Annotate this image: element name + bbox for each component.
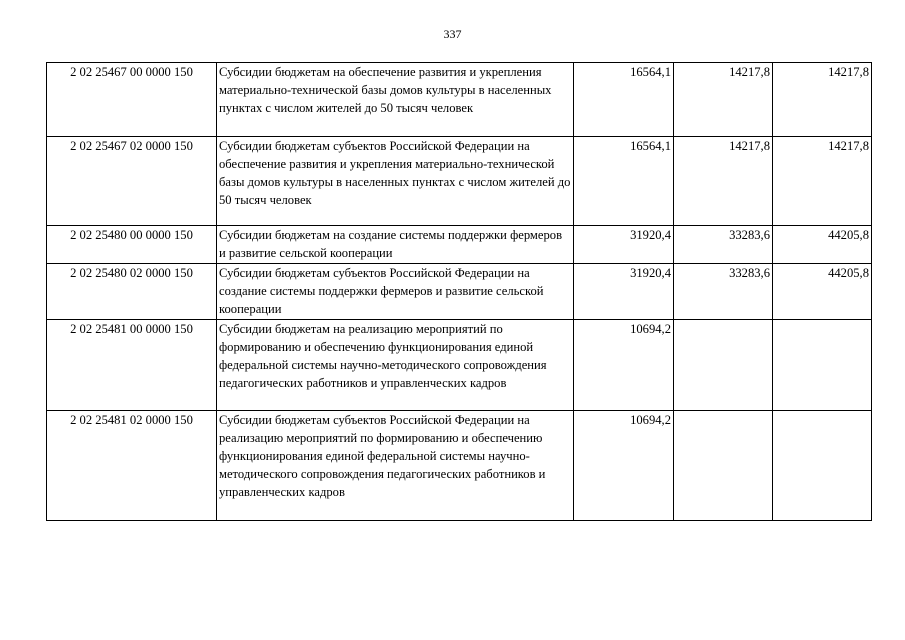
row-code: 2 02 25481 02 0000 150 [47, 411, 217, 521]
row-value-3: 44205,8 [773, 264, 872, 320]
row-value-1: 31920,4 [574, 226, 674, 264]
row-description: Субсидии бюджетам на создание системы поддержки фермеров и развитие сельской кооперации [217, 226, 574, 264]
row-value-1: 10694,2 [574, 320, 674, 411]
row-description: Субсидии бюджетам на обеспечение развития и укрепления материально-технической базы домов культуры в населенных пунктах с числом жителей до 50 тысяч человек [217, 63, 574, 137]
table-row [47, 411, 872, 521]
row-value-1: 16564,1 [574, 137, 674, 226]
budget-table [46, 62, 872, 521]
row-value-3: 14217,8 [773, 137, 872, 226]
row-description: Субсидии бюджетам на реализацию мероприятий по формированию и обеспечению функционирования единой федеральной системы научно-методического сопровождения педагогических работников и управленческих кадров [217, 320, 574, 411]
row-value-1: 16564,1 [574, 63, 674, 137]
row-description: Субсидии бюджетам субъектов Российской Федерации на реализацию мероприятий по формированию и обеспечению функционирования единой федеральной системы научно-методического сопровождения педагогических работников и управленческих кадров [217, 411, 574, 521]
row-value-3 [773, 320, 872, 411]
table-row [47, 226, 872, 264]
row-value-2: 33283,6 [674, 226, 773, 264]
table-row [47, 264, 872, 320]
row-value-3 [773, 411, 872, 521]
row-value-1: 10694,2 [574, 411, 674, 521]
row-code: 2 02 25480 00 0000 150 [47, 226, 217, 264]
row-value-2 [674, 320, 773, 411]
row-value-1: 31920,4 [574, 264, 674, 320]
row-value-2: 14217,8 [674, 63, 773, 137]
row-code: 2 02 25480 02 0000 150 [47, 264, 217, 320]
table-row [47, 137, 872, 226]
row-value-2 [674, 411, 773, 521]
row-value-3: 14217,8 [773, 63, 872, 137]
row-code: 2 02 25481 00 0000 150 [47, 320, 217, 411]
row-code: 2 02 25467 02 0000 150 [47, 137, 217, 226]
page-number: 337 [443, 27, 462, 41]
row-description: Субсидии бюджетам субъектов Российской Федерации на создание системы поддержки фермеров и развитие сельской кооперации [217, 264, 574, 320]
row-code: 2 02 25467 00 0000 150 [47, 63, 217, 137]
row-value-2: 14217,8 [674, 137, 773, 226]
table-row [47, 63, 872, 137]
row-value-3: 44205,8 [773, 226, 872, 264]
row-value-2: 33283,6 [674, 264, 773, 320]
table-row [47, 320, 872, 411]
row-description: Субсидии бюджетам субъектов Российской Федерации на обеспечение развития и укрепления материально-технической базы домов культуры в населенных пунктах с числом жителей до 50 тысяч человек [217, 137, 574, 226]
